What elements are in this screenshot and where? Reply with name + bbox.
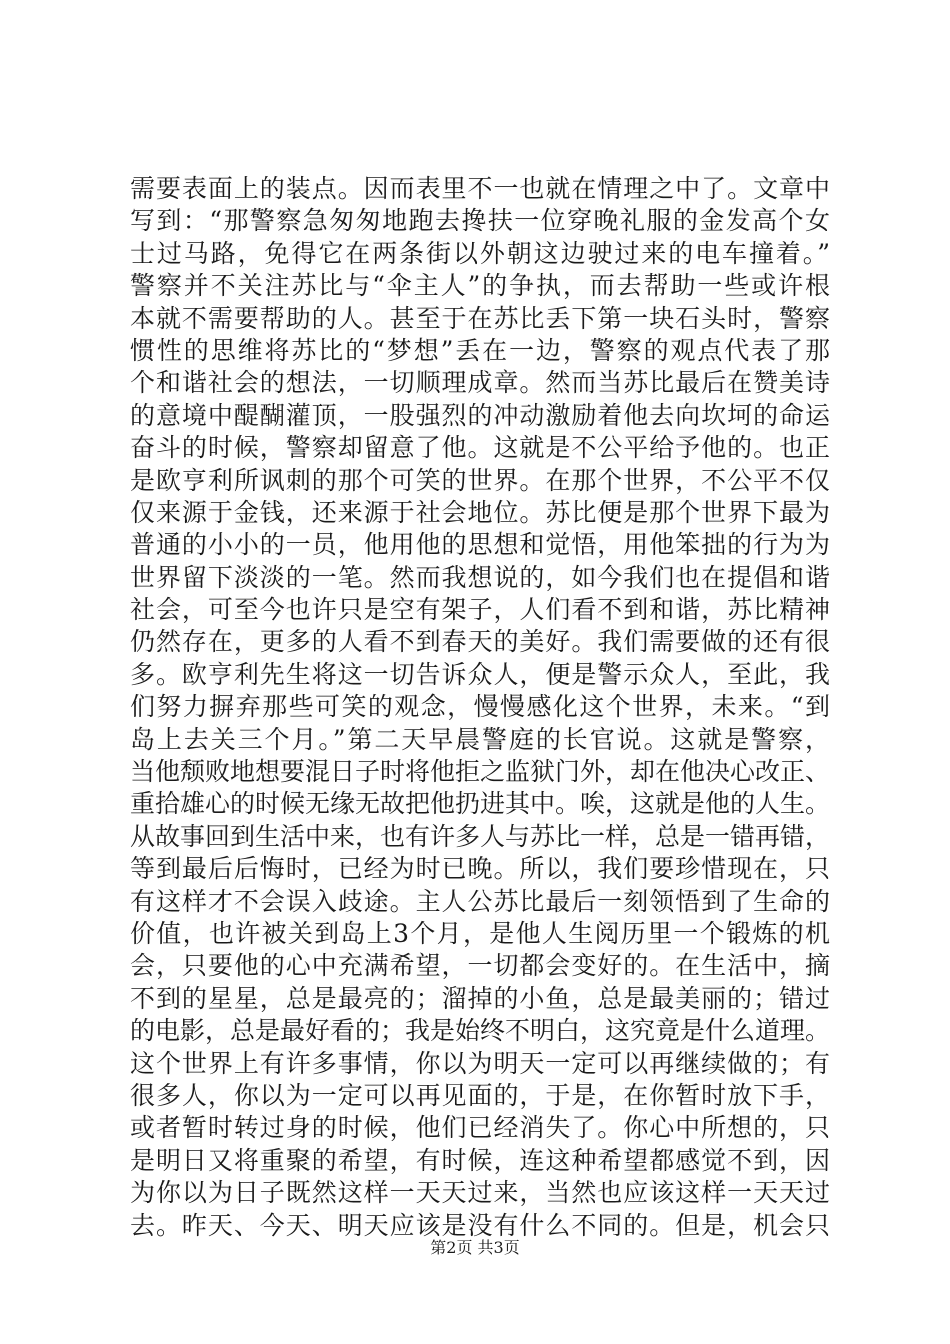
text-line: 或者暂时转过身的时候，他们已经消失了。你心中所想的，只 [130, 1113, 830, 1143]
text-line: 会，只要他的心中充满希望，一切都会变好的。在生活中，摘 [130, 951, 830, 981]
text-line: 仅来源于金钱，还来源于社会地位。苏比便是那个世界下最为 [130, 497, 830, 527]
body-text [130, 173, 830, 1242]
text-line: 等到最后后悔时，已经为时已晚。所以，我们要珍惜现在，只 [130, 854, 830, 884]
text-line: 士过马路，免得它在两条街以外朝这边驶过来的电车撞着。” [130, 238, 830, 268]
text-line: 奋斗的时候，警察却留意了他。这就是不公平给予他的。也正 [130, 433, 830, 463]
text-line: 是欧亨利所讽刺的那个可笑的世界。在那个世界，不公平不仅 [130, 465, 830, 495]
text-line: 价值，也许被关到岛上3个月，是他人生阅历里一个锻炼的机 [130, 918, 830, 948]
text-line: 这个世界上有许多事情，你以为明天一定可以再继续做的；有 [130, 1048, 830, 1078]
text-line: 们努力摒弃那些可笑的观念，慢慢感化这个世界，未来。“到 [130, 692, 830, 722]
text-line: 重拾雄心的时候无缘无故把他扔进其中。唉，这就是他的人生。 [130, 789, 831, 819]
page-footer: 第2页 共3页 [430, 1238, 520, 1257]
text-line: 世界留下淡淡的一笔。然而我想说的，如今我们也在提倡和谐 [130, 562, 830, 592]
text-line: 多。欧亨利先生将这一切告诉众人，便是警示众人，至此，我 [130, 659, 830, 689]
text-line: 很多人，你以为一定可以再见面的，于是，在你暂时放下手， [130, 1080, 830, 1110]
text-line: 的电影，总是最好看的；我是始终不明白，这究竟是什么道理。 [130, 1016, 831, 1046]
text-line: 写到：“那警察急匆匆地跑去搀扶一位穿晚礼服的金发高个女 [130, 206, 830, 236]
text-line: 有这样才不会误入歧途。主人公苏比最后一刻领悟到了生命的 [130, 886, 830, 916]
text-line: 为你以为日子既然这样一天天过来，当然也应该这样一天天过 [130, 1178, 830, 1208]
text-line: 的意境中醍醐灌顶，一股强烈的冲动激励着他去向坎坷的命运 [130, 400, 830, 430]
text-line: 需要表面上的装点。因而表里不一也就在情理之中了。文章中 [130, 174, 830, 203]
text-line: 惯性的思维将苏比的“梦想”丢在一边，警察的观点代表了那 [130, 335, 830, 365]
text-line: 本就不需要帮助的人。甚至于在苏比丢下第一块石头时，警察 [130, 303, 830, 333]
text-line: 当他颓败地想要混日子时将他拒之监狱门外，却在他决心改正、 [130, 757, 831, 787]
text-line: 个和谐社会的想法，一切顺理成章。然而当苏比最后在赞美诗 [130, 368, 830, 398]
text-line: 从故事回到生活中来，也有许多人与苏比一样，总是一错再错， [130, 821, 831, 851]
text-line: 警察并不关注苏比与“伞主人”的争执，而去帮助一些或许根 [130, 271, 830, 301]
text-line: 去。昨天、今天、明天应该是没有什么不同的。但是，机会只 [130, 1210, 830, 1240]
text-line: 是明日又将重聚的希望，有时候，连这种希望都感觉不到，因 [130, 1145, 830, 1175]
text-line: 岛上去关三个月。”第二天早晨警庭的长官说。这就是警察， [130, 724, 830, 754]
text-line: 不到的星星，总是最亮的；溜掉的小鱼，总是最美丽的；错过 [130, 983, 830, 1013]
text-line: 社会，可至今也许只是空有架子，人们看不到和谐，苏比精神 [130, 595, 830, 625]
text-line: 普通的小小的一员，他用他的思想和觉悟，用他笨拙的行为为 [130, 530, 830, 560]
text-line: 仍然存在，更多的人看不到春天的美好。我们需要做的还有很 [130, 627, 830, 657]
